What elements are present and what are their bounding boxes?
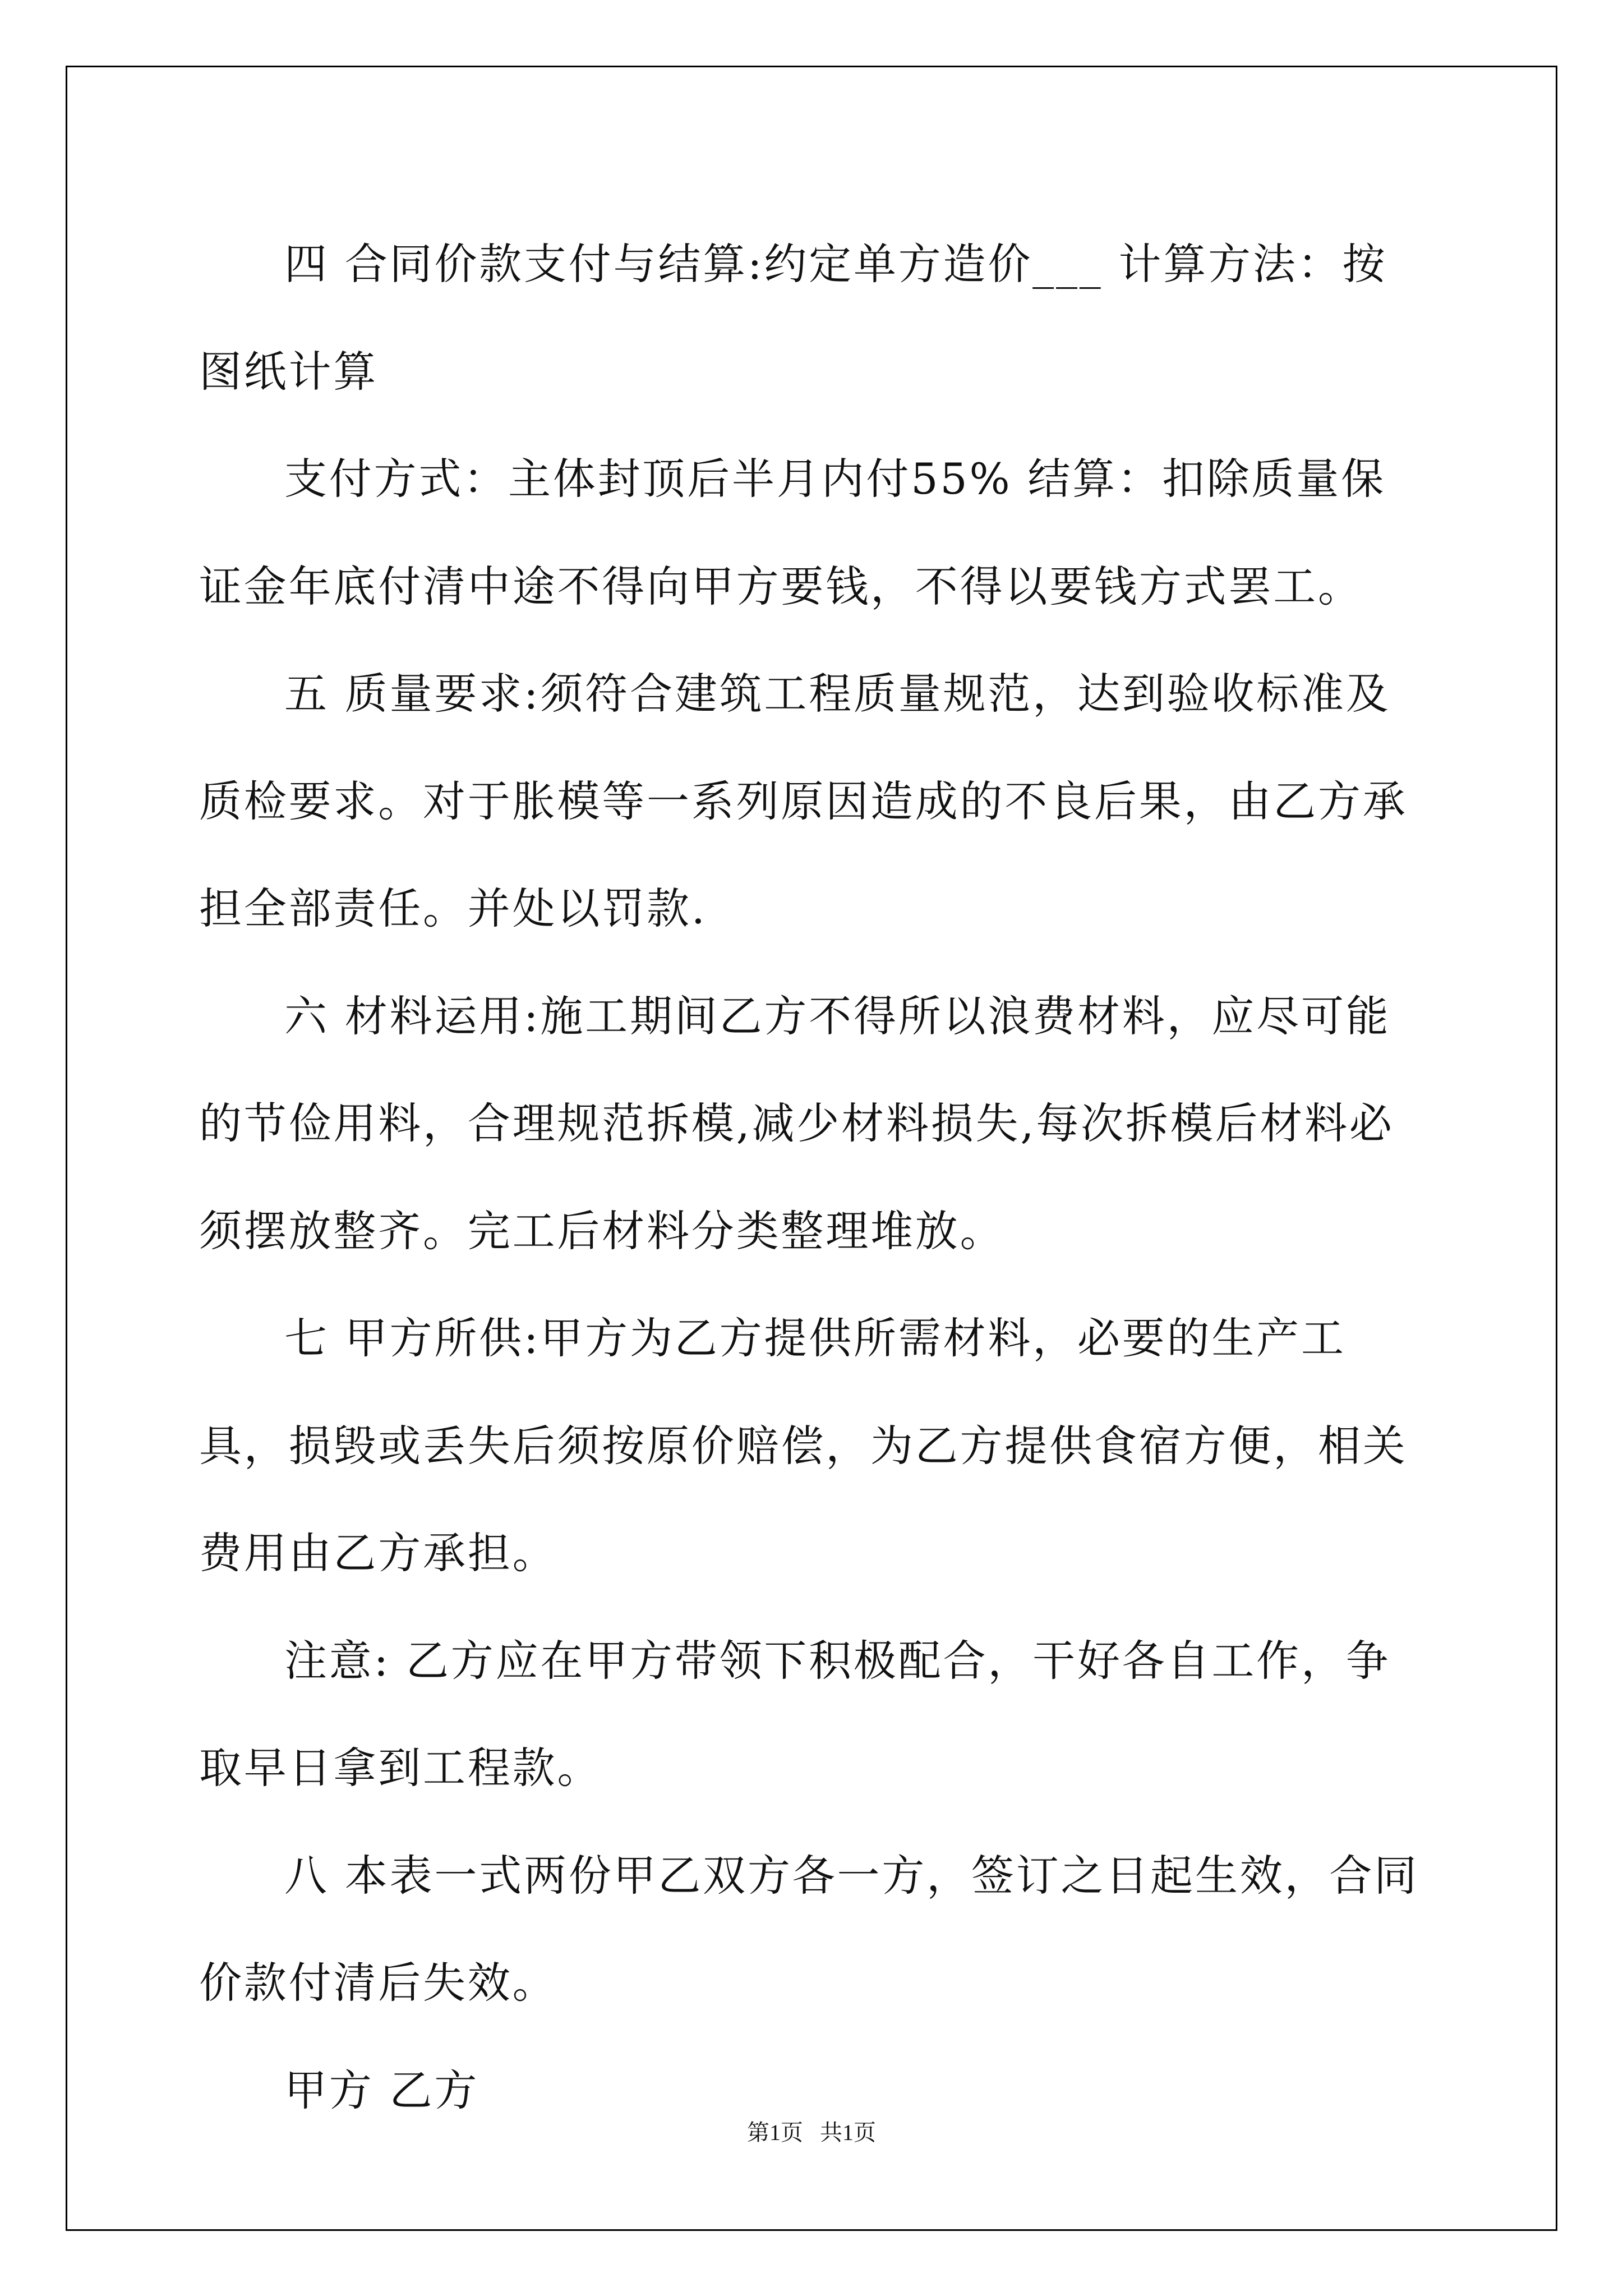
page-footer: [0, 2115, 1623, 2147]
paragraph-party-a-supply: 七 甲方所供:甲方为乙方提供所需材料，必要的生产工具，损毁或丢失后须按原价赔偿，为乙方提供食宿方便，相关费用由乙方承担。: [199, 1313, 1408, 1578]
paragraph-note: 注意: 乙方应在甲方带领下积极配合，干好各自工作，争取早日拿到工程款。: [199, 1635, 1391, 1793]
contract-body: [199, 210, 1427, 2144]
paragraph-payment-settlement: 四 合同价款支付与结算:约定单方造价___ 计算方法：按图纸计算: [199, 239, 1387, 397]
paragraph-copies-validity: 八 本表一式两份甲乙双方各一方，签订之日起生效，合同价款付清后失效。: [199, 1850, 1419, 2008]
page-total: 共1页: [820, 2120, 876, 2145]
paragraph-quality-requirements: 五 质量要求:须符合建筑工程质量规范，达到验收标准及质检要求。对于胀模等一系列原因造成的不良后果，由乙方承担全部责任。并处以罚款.: [199, 669, 1408, 933]
signature-parties: 甲方 乙方: [284, 2065, 479, 2115]
page-number: 第1页: [747, 2120, 803, 2145]
paragraph-payment-method: 支付方式：主体封顶后半月内付55% 结算：扣除质量保证金年底付清中途不得向甲方要钱，不得以要钱方式罢工。: [199, 454, 1386, 611]
paragraph-material-use: 六 材料运用:施工期间乙方不得所以浪费材料，应尽可能的节俭用料，合理规范拆模,减少材料损失,每次拆模后材料必须摆放整齐。完工后材料分类整理堆放。: [199, 991, 1394, 1256]
